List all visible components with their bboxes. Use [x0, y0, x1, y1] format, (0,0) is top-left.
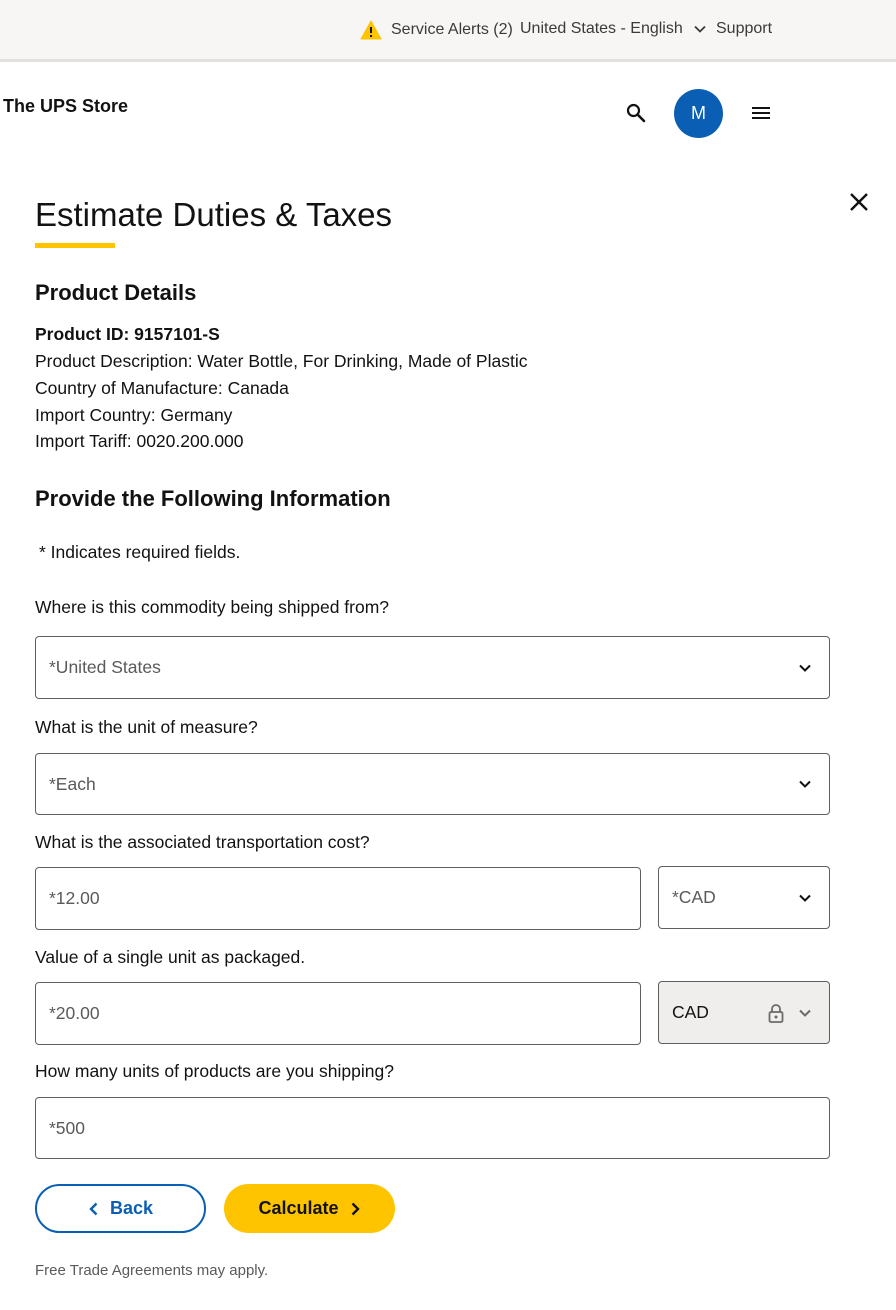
unit-value-currency-select — [658, 981, 830, 1044]
support-link[interactable] — [716, 20, 772, 38]
utility-bar — [0, 0, 896, 62]
lock-icon — [768, 1003, 784, 1023]
back-button[interactable] — [35, 1184, 206, 1233]
country-of-manufacture: Country of Manufacture: Canada — [35, 378, 289, 398]
title-underline — [35, 243, 115, 248]
back-button-label: Back — [109, 1198, 154, 1218]
user-avatar[interactable] — [674, 89, 723, 138]
close-icon[interactable] — [848, 191, 870, 213]
service-alerts-link[interactable] — [360, 20, 513, 40]
required-note: * Indicates required fields. — [39, 542, 241, 562]
unit-count-input[interactable] — [35, 1097, 830, 1159]
import-country: Import Country: Germany — [35, 405, 233, 425]
product-details-heading: Product Details — [35, 280, 197, 305]
calculate-button[interactable] — [224, 1184, 395, 1233]
unit-of-measure-label: What is the unit of measure? — [35, 717, 258, 737]
service-alerts-label: Service Alerts (2) — [391, 21, 513, 38]
support-label: Support — [716, 20, 773, 37]
product-description: Product Description: Water Bottle, For Drinking, Made of Plastic — [35, 351, 528, 371]
language-label: United States - English — [520, 20, 683, 37]
unit-value-currency-value: CAD — [672, 1002, 709, 1022]
page-title: Estimate Duties & Taxes — [35, 196, 393, 233]
transport-currency-select[interactable] — [658, 866, 830, 929]
transport-currency-value: *CAD — [672, 887, 716, 907]
chevron-down-icon — [798, 777, 812, 791]
calculate-button-label: Calculate — [258, 1198, 339, 1218]
unit-value-value: *20.00 — [49, 1003, 100, 1023]
form-heading: Provide the Following Information — [35, 486, 391, 511]
brand-logo-text[interactable]: The UPS Store — [3, 96, 129, 116]
transport-cost-value: *12.00 — [49, 888, 100, 908]
unit-of-measure-select[interactable] — [35, 753, 830, 815]
chevron-down-icon — [798, 661, 812, 675]
transport-cost-input[interactable] — [35, 867, 641, 930]
search-icon[interactable] — [624, 101, 648, 125]
unit-value-input[interactable] — [35, 982, 641, 1045]
hamburger-menu-icon[interactable] — [750, 102, 772, 124]
chevron-down-icon — [798, 891, 812, 905]
unit-count-value: *500 — [49, 1117, 86, 1138]
shipped-from-select[interactable] — [35, 636, 830, 699]
unit-count-label: How many units of products are you shipping? — [35, 1061, 394, 1081]
free-trade-footnote: Free Trade Agreements may apply. — [35, 1262, 269, 1279]
shipped-from-label: Where is this commodity being shipped from? — [35, 597, 390, 617]
chevron-left-icon — [88, 1202, 100, 1216]
warning-triangle-icon — [360, 20, 382, 40]
import-tariff: Import Tariff: 0020.200.000 — [35, 431, 244, 451]
unit-of-measure-value: *Each — [49, 773, 96, 794]
product-id: Product ID: 9157101-S — [35, 324, 220, 344]
shipped-from-value: *United States — [49, 657, 161, 677]
chevron-down-icon — [693, 22, 707, 36]
chevron-right-icon — [349, 1202, 361, 1216]
unit-value-label: Value of a single unit as packaged. — [35, 947, 306, 967]
chevron-down-icon — [798, 1006, 812, 1020]
language-selector[interactable] — [520, 20, 707, 38]
transport-cost-label: What is the associated transportation cost? — [35, 832, 370, 852]
avatar-initial: M — [691, 103, 706, 123]
